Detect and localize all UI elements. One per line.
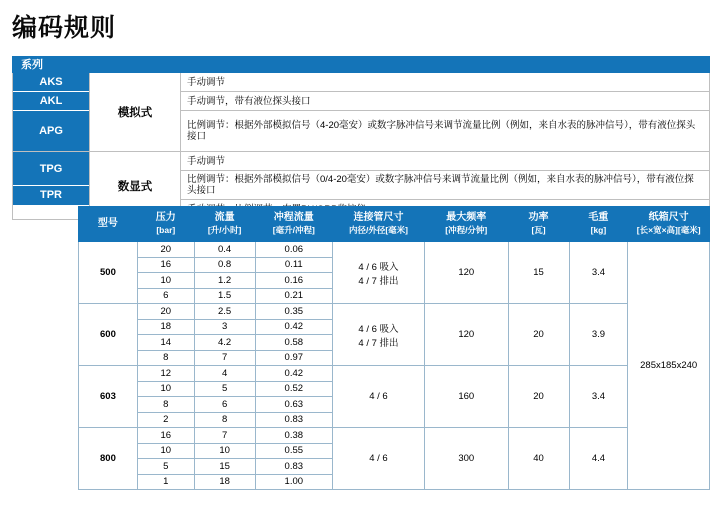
page-title: 编码规则: [12, 14, 117, 42]
header-stroke-sub: [毫升/冲程]: [272, 225, 315, 235]
pressure-value: 1: [137, 474, 194, 490]
pipe-size-500: [333, 242, 425, 304]
pressure-value: 5: [137, 459, 194, 475]
spec-table-header-row: [79, 207, 710, 242]
pressure-value: 8: [137, 397, 194, 413]
series-type-digital: 数显式: [89, 152, 181, 219]
power-603: 20: [508, 366, 569, 428]
pressure-value: 6: [137, 288, 194, 304]
series-type-analog: 模拟式: [89, 73, 181, 151]
series-section-header: 系列: [12, 56, 710, 73]
power-800: 40: [508, 428, 569, 490]
series-code-tpr[interactable]: TPR: [13, 186, 89, 205]
header-pressure: [137, 207, 194, 242]
header-pipe-sub: 内径/外径[毫米]: [348, 225, 408, 235]
table-row: [79, 428, 710, 444]
stroke-value: 0.21: [255, 288, 332, 304]
header-power-sub: [瓦]: [531, 225, 546, 235]
pipe-size-line2: 4 / 7 排出: [358, 275, 399, 287]
header-pressure-sub: [bar]: [156, 225, 176, 235]
stroke-value: 0.35: [255, 304, 332, 320]
spec-table: [78, 206, 710, 490]
stroke-value: 0.42: [255, 366, 332, 382]
flow-value: 4.2: [194, 335, 255, 351]
series-code-tpg[interactable]: TPG: [13, 152, 89, 186]
pressure-value: 16: [137, 257, 194, 273]
header-box-main: 纸箱尺寸: [648, 212, 689, 223]
stroke-value: 0.16: [255, 273, 332, 289]
header-pipe-main: 连接管尺寸: [353, 212, 404, 223]
header-freq-main: 最大频率: [446, 212, 487, 223]
stroke-value: 0.63: [255, 397, 332, 413]
series-desc-tpg-manual: 手动调节: [181, 152, 709, 171]
header-weight-main: 毛重: [588, 212, 609, 223]
header-weight-sub: [kg]: [590, 225, 607, 235]
stroke-value: 0.06: [255, 242, 332, 258]
series-code-aks[interactable]: AKS: [13, 73, 89, 92]
table-row: [79, 242, 710, 258]
table-row: [79, 366, 710, 382]
header-power: [508, 207, 569, 242]
flow-value: 3: [194, 319, 255, 335]
frequency-500: 120: [424, 242, 508, 304]
pressure-value: 2: [137, 412, 194, 428]
flow-value: 7: [194, 350, 255, 366]
header-flow-sub: [升/小时]: [207, 225, 242, 235]
series-code-akl[interactable]: AKL: [13, 92, 89, 111]
pipe-size-line1: 4 / 6 吸入: [358, 261, 399, 273]
stroke-value: 0.38: [255, 428, 332, 444]
flow-value: 6: [194, 397, 255, 413]
pressure-value: 8: [137, 350, 194, 366]
model-500: 500: [79, 242, 138, 304]
flow-value: 4: [194, 366, 255, 382]
header-max-frequency: [424, 207, 508, 242]
frequency-600: 120: [424, 304, 508, 366]
header-pressure-main: 压力: [155, 212, 176, 223]
weight-600: 3.9: [569, 304, 628, 366]
header-model-main: 型号: [97, 218, 118, 229]
header-carton-size: [628, 207, 710, 242]
header-freq-sub: [冲程/分钟]: [445, 225, 488, 235]
series-desc-tpg-proportional: 比例调节：根据外部模拟信号（0/4-20毫安）或数字脉冲信号来调节流量比例（例如，来自水表的脉冲信号），带有液位探头接口: [181, 171, 709, 200]
series-section: [12, 56, 710, 220]
frequency-603: 160: [424, 366, 508, 428]
flow-value: 15: [194, 459, 255, 475]
flow-value: 7: [194, 428, 255, 444]
series-group-analog: [13, 73, 709, 151]
pressure-value: 20: [137, 304, 194, 320]
pressure-value: 10: [137, 273, 194, 289]
stroke-value: 0.11: [255, 257, 332, 273]
flow-value: 1.2: [194, 273, 255, 289]
pressure-value: 18: [137, 319, 194, 335]
stroke-value: 1.00: [255, 474, 332, 490]
stroke-value: 0.58: [255, 335, 332, 351]
series-code-column: [13, 73, 89, 151]
flow-value: 0.4: [194, 242, 255, 258]
flow-value: 2.5: [194, 304, 255, 320]
pipe-size-603: 4 / 6: [333, 366, 425, 428]
spec-table-section: [78, 206, 710, 490]
header-model: [79, 207, 138, 242]
spec-table-body: [79, 242, 710, 490]
flow-value: 0.8: [194, 257, 255, 273]
pipe-size-line2: 4 / 7 排出: [358, 337, 399, 349]
carton-size: 285x185x240: [628, 242, 710, 490]
pipe-size-800: 4 / 6: [333, 428, 425, 490]
pressure-value: 10: [137, 381, 194, 397]
pressure-value: 14: [137, 335, 194, 351]
power-500: 15: [508, 242, 569, 304]
pipe-size-600: [333, 304, 425, 366]
header-flow: [194, 207, 255, 242]
header-box-sub: [长×宽×高][毫米]: [636, 225, 701, 235]
header-power-main: 功率: [528, 212, 549, 223]
pressure-value: 20: [137, 242, 194, 258]
model-600: 600: [79, 304, 138, 366]
weight-800: 4.4: [569, 428, 628, 490]
stroke-value: 0.83: [255, 459, 332, 475]
weight-603: 3.4: [569, 366, 628, 428]
stroke-value: 0.52: [255, 381, 332, 397]
stroke-value: 0.42: [255, 319, 332, 335]
pressure-value: 16: [137, 428, 194, 444]
model-603: 603: [79, 366, 138, 428]
flow-value: 5: [194, 381, 255, 397]
stroke-value: 0.97: [255, 350, 332, 366]
flow-value: 1.5: [194, 288, 255, 304]
header-pipe-size: [333, 207, 425, 242]
weight-500: 3.4: [569, 242, 628, 304]
pipe-size-line1: 4 / 6 吸入: [358, 323, 399, 335]
frequency-800: 300: [424, 428, 508, 490]
series-desc-akl: 手动调节，带有液位探头接口: [181, 92, 709, 111]
flow-value: 8: [194, 412, 255, 428]
series-code-apg[interactable]: APG: [13, 111, 89, 151]
header-flow-main: 流量: [214, 212, 235, 223]
header-stroke-volume: [255, 207, 332, 242]
stroke-value: 0.83: [255, 412, 332, 428]
flow-value: 18: [194, 474, 255, 490]
power-600: 20: [508, 304, 569, 366]
stroke-value: 0.55: [255, 443, 332, 459]
series-desc-column-analog: [181, 73, 709, 151]
series-desc-aks: 手动调节: [181, 73, 709, 92]
header-stroke-main: 冲程流量: [273, 212, 314, 223]
series-body: [12, 73, 710, 220]
flow-value: 10: [194, 443, 255, 459]
model-800: 800: [79, 428, 138, 490]
series-desc-apg: 比例调节：根据外部模拟信号（4-20毫安）或数字脉冲信号来调节流量比例（例如，来自水表的脉冲信号），带有液位探头接口: [187, 120, 696, 142]
header-gross-weight: [569, 207, 628, 242]
pressure-value: 12: [137, 366, 194, 382]
pressure-value: 10: [137, 443, 194, 459]
table-row: [79, 304, 710, 320]
